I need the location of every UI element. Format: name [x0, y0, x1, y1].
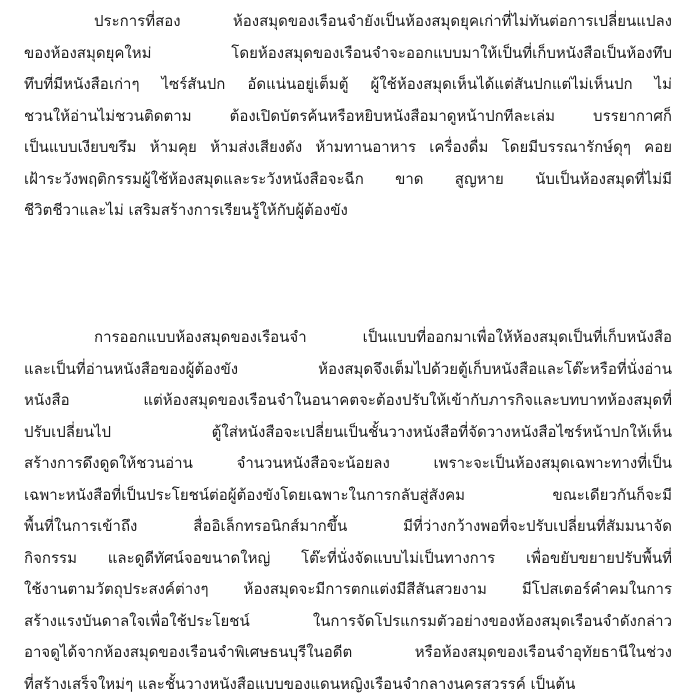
text-line: สร้างการดึงดูดให้ชวนอ่าน จำนวนหนังสือจะน้อยลง เพราะจะเป็นห้องสมุดเฉพาะทางที่เป็น	[24, 448, 672, 480]
text-line: ของห้องสมุดยุคใหม่ โดยห้องสมุดของเรือนจำจะออกแบบมาให้เป็นที่เก็บหนังสือเป็นห้องทึบ	[24, 38, 672, 70]
text-line: กิจกรรม และดูดีทัศน์จอขนาดใหญ่ โต๊ะที่นั่งจัดแบบไม่เป็นทางการ เพื่อขยับขยายปรับพื้นที่	[24, 543, 672, 575]
text-line: ชวนให้อ่านไม่ชวนติดตาม ต้องเปิดบัตรค้นหรือหยิบหนังสือมาดูหน้าปกทีละเล่ม บรรยากาศก็	[24, 101, 672, 133]
text-line: การออกแบบห้องสมุดของเรือนจำ เป็นแบบที่ออกมาเพื่อให้ห้องสมุดเป็นที่เก็บหนังสือ	[24, 322, 672, 354]
text-line: เฉพาะหนังสือที่เป็นประโยชน์ต่อผู้ต้องขังโดยเฉพาะในการกลับสู่สังคม ขณะเดียวกันก็จะมี	[24, 480, 672, 512]
text-line: ใช้งานตามวัตถุประสงค์ต่างๆ ห้องสมุดจะมีการตกแต่งมีสีสันสวยงาม มีโปสเตอร์คำคมในการ	[24, 574, 672, 606]
text-line: พื้นที่ในการเข้าถึง สื่ออิเล็กทรอนิกส์มากขึ้น มีที่ว่างกว้างพอที่จะปรับเปลี่ยนที่สัมมนาจัด	[24, 511, 672, 543]
text-line: ทึบที่มีหนังสือเก่าๆ ไซร์สันปก อัดแน่นอยู่เต็มตู้ ผู้ใช้ห้องสมุดเห็นได้แต่สันปกแต่ไม่เห็นปก ไม่	[24, 69, 672, 101]
text-line: ประการที่สอง ห้องสมุดของเรือนจำยังเป็นห้องสมุดยุคเก่าที่ไม่ทันต่อการเปลี่ยนแปลง	[24, 6, 672, 38]
text-line: สร้างแรงบันดาลใจเพื่อใช้ประโยชน์ ในการจัดโปรแกรมตัวอย่างของห้องสมุดเรือนจำดังกล่าว	[24, 606, 672, 638]
text-line: เฝ้าระวังพฤติกรรมผู้ใช้ห้องสมุดและระวังหนังสือจะฉีก ขาด สูญหาย นับเป็นห้องสมุดที่ไม่มี	[24, 164, 672, 196]
paragraph-1	[24, 6, 672, 227]
text-line: ที่สร้างเสร็จใหม่ๆ และชั้นวางหนังสือแบบของแดนหญิงเรือนจำกลางนครสวรรค์ เป็นต้น	[24, 669, 672, 700]
text-line: เป็นแบบเงียบขรึม ห้ามคุย ห้ามส่งเสียงดัง ห้ามทานอาหาร เครื่องดื่ม โดยมีบรรณารักษ์ดุๆ คอย	[24, 132, 672, 164]
paragraph-2	[24, 322, 672, 700]
text-line: หนังสือ แต่ห้องสมุดของเรือนจำในอนาคตจะต้องปรับให้เข้ากับภารกิจและบทบาทห้องสมุดที่	[24, 385, 672, 417]
text-line: อาจดูได้จากห้องสมุดของเรือนจำพิเศษธนบุรีในอดีต หรือห้องสมุดของเรือนจำอุทัยธานีในช่วง	[24, 637, 672, 669]
text-line: และเป็นที่อ่านหนังสือของผู้ต้องขัง ห้องสมุดจึงเต็มไปด้วยตู้เก็บหนังสือและโต๊ะหรือที่นั่งอ่าน	[24, 354, 672, 386]
text-line: ชีวิตชีวาและไม่ เสริมสร้างการเรียนรู้ให้กับผู้ต้องขัง	[24, 195, 672, 227]
text-line: ปรับเปลี่ยนไป ตู้ใส่หนังสือจะเปลี่ยนเป็นชั้นวางหนังสือที่จัดวางหนังสือไซร์หน้าปกให้เห็น	[24, 417, 672, 449]
